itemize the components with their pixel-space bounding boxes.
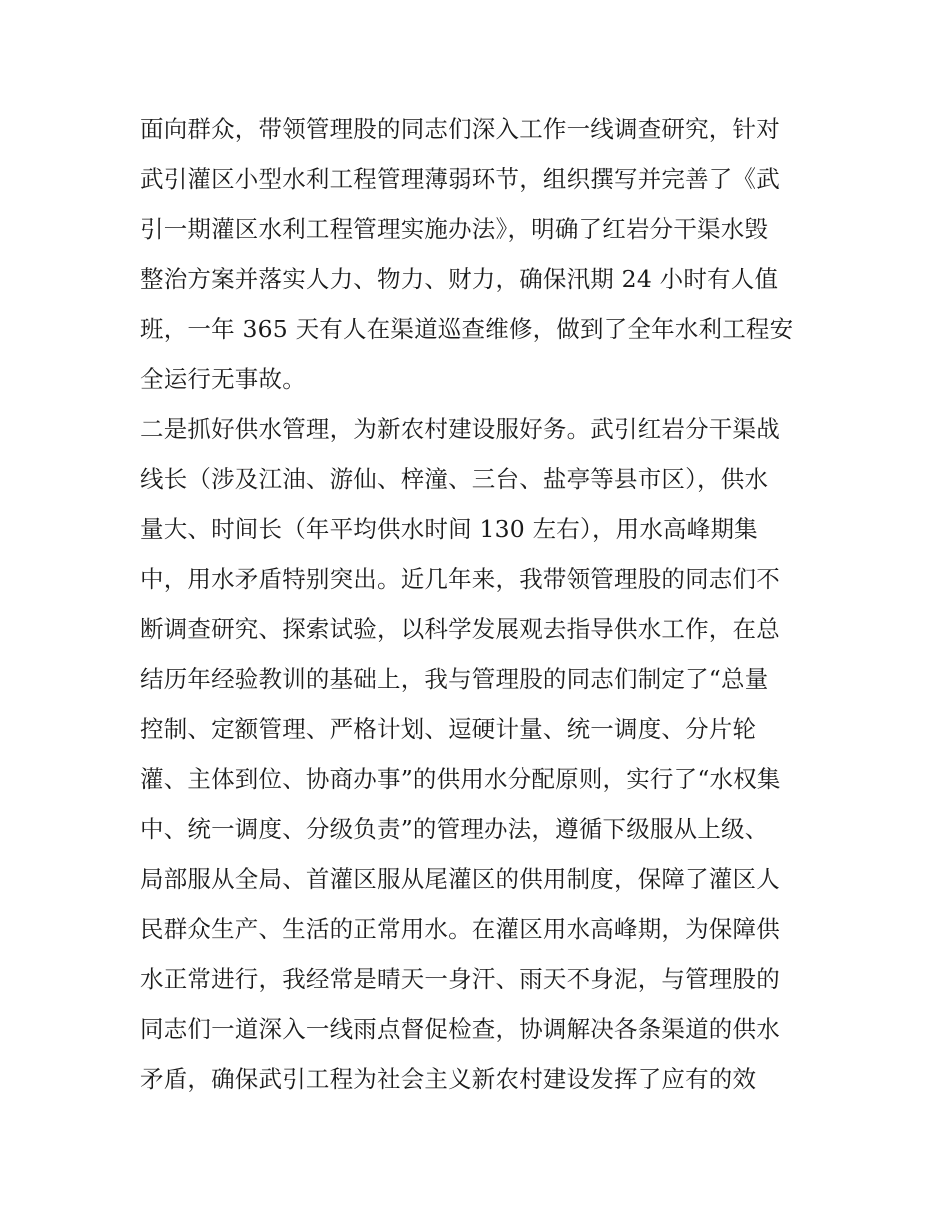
text-line: 中，用水矛盾特别突出。近几年来，我带领管理股的同志们不 — [140, 565, 780, 593]
text-line: 断调查研究、探索试验，以科学发展观去指导供水工作，在总 — [140, 615, 780, 643]
text-line: 武引灌区小型水利工程管理薄弱环节，组织撰写并完善了《武 — [140, 165, 780, 193]
text-line: 量大、时间长（年平均供水时间 130 左右），用水高峰期集 — [140, 515, 758, 543]
text-line: 面向群众，带领管理股的同志们深入工作一线调查研究，针对 — [140, 115, 780, 143]
text-line: 灌、主体到位、协商办事”的供用水分配原则，实行了“水权集 — [140, 765, 781, 793]
text-line: 局部服从全局、首灌区服从尾灌区的供用制度，保障了灌区人 — [140, 865, 780, 893]
text-line: 线长（涉及江油、游仙、梓潼、三台、盐亭等县市区），供水 — [140, 465, 769, 493]
text-line: 整治方案并落实人力、物力、财力，确保汛期 24 小时有人值 — [140, 265, 779, 293]
paragraph-2 — [140, 404, 830, 1104]
text-line: 水正常进行，我经常是晴天一身汗、雨天不身泥，与管理股的 — [140, 965, 780, 993]
text-line: 矛盾，确保武引工程为社会主义新农村建设发挥了应有的效 — [140, 1065, 757, 1093]
text-line: 引一期灌区水利工程管理实施办法》，明确了红岩分干渠水毁 — [140, 215, 769, 243]
text-line: 结历年经验教训的基础上，我与管理股的同志们制定了“总量 — [140, 665, 769, 693]
paragraph-1 — [140, 104, 830, 404]
text-line: 控制、定额管理、严格计划、逗硬计量、统一调度、分片轮 — [140, 715, 757, 743]
text-line: 民群众生产、生活的正常用水。在灌区用水高峰期，为保障供 — [140, 915, 780, 943]
text-line: 同志们一道深入一线雨点督促检查，协调解决各条渠道的供水 — [140, 1015, 780, 1043]
text-line: 班，一年 365 天有人在渠道巡查维修，做到了全年水利工程安 — [140, 315, 794, 343]
text-line: 二是抓好供水管理，为新农村建设服好务。武引红岩分干渠战 — [140, 415, 780, 443]
text-line: 全运行无事故。 — [140, 365, 306, 393]
document-body — [140, 104, 830, 1104]
text-line: 中、统一调度、分级负责”的管理办法，遵循下级服从上级、 — [140, 815, 769, 843]
